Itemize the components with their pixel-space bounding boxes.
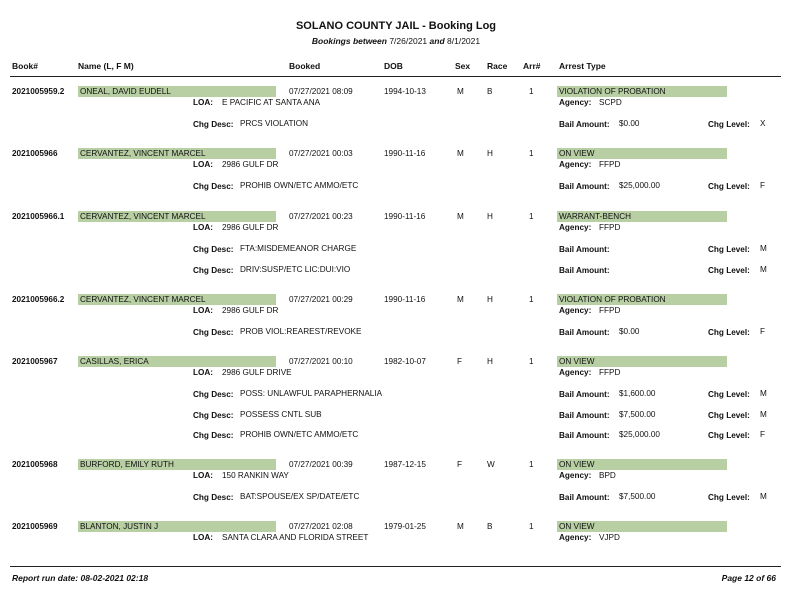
- inmate-name: BLANTON, JUSTIN J: [80, 522, 159, 531]
- loa-label: LOA:: [193, 368, 214, 377]
- arrest-number: 1: [529, 87, 534, 96]
- booked-datetime: 07/27/2021 00:03: [289, 149, 353, 158]
- booked-datetime: 07/27/2021 00:29: [289, 295, 353, 304]
- report-title: SOLANO COUNTY JAIL - Booking Log: [295, 20, 497, 32]
- charge-description: POSS: UNLAWFUL PARAPHERNALIA: [240, 389, 383, 398]
- charge-description: BAT:SPOUSE/EX SP/DATE/ETC: [240, 492, 360, 501]
- bail-amount-label: Bail Amount:: [559, 265, 610, 275]
- name-highlight: [78, 356, 276, 367]
- booking-record: [0, 522, 792, 542]
- dob: 1994-10-13: [384, 87, 426, 96]
- arrest-number: 1: [529, 357, 534, 366]
- book-number: 2021005966.2: [12, 295, 65, 304]
- date-to: 8/1/2021: [447, 36, 481, 46]
- race: H: [487, 149, 493, 158]
- loa-label: LOA:: [193, 160, 214, 169]
- book-number: 2021005967: [12, 357, 58, 366]
- book-number: 2021005969: [12, 522, 58, 531]
- race: H: [487, 295, 493, 304]
- agency-label: Agency:: [559, 471, 592, 480]
- charge-level: M: [760, 244, 767, 253]
- col-header-book: Book#: [12, 61, 38, 71]
- bail-amount-label: Bail Amount:: [559, 431, 610, 440]
- charge-level: F: [760, 430, 766, 439]
- charge-description: PRCS VIOLATION: [240, 119, 309, 128]
- loa-value: SANTA CLARA AND FLORIDA STREET: [222, 533, 369, 542]
- chg-level-label: Chg Level:: [708, 328, 750, 337]
- bail-amount: $7,500.00: [619, 409, 656, 419]
- inmate-name: BURFORD, EMILY RUTH: [80, 460, 174, 469]
- loa-label: LOA:: [193, 533, 214, 542]
- loa-value: E PACIFIC AT SANTA ANA: [222, 98, 321, 107]
- charge-level: X: [760, 119, 766, 128]
- col-header-name: Name (L, F M): [78, 61, 134, 71]
- subtitle-and: and: [429, 36, 445, 46]
- loa-value: 2986 GULF DR: [222, 223, 279, 232]
- arrest-type: ON VIEW: [559, 357, 595, 366]
- chg-desc-label: Chg Desc:: [193, 265, 234, 275]
- loa-value: 2986 GULF DR: [222, 306, 279, 315]
- booked-datetime: 07/27/2021 00:23: [289, 212, 353, 221]
- arrest-type: VIOLATION OF PROBATION: [559, 87, 666, 96]
- name-highlight: [78, 459, 276, 470]
- booked-datetime: 07/27/2021 08:09: [289, 87, 353, 96]
- header-rule: [10, 76, 781, 77]
- inmate-name: CASILLAS, ERICA: [80, 357, 149, 366]
- bail-amount: $1,600.00: [619, 389, 656, 398]
- report-run-date: Report run date: 08-02-2021 02:18: [12, 573, 149, 583]
- arrest-number: 1: [529, 149, 534, 158]
- bail-amount-label: Bail Amount:: [559, 410, 610, 420]
- book-number: 2021005959.2: [12, 87, 65, 96]
- book-number: 2021005968: [12, 460, 58, 469]
- bail-amount-label: Bail Amount:: [559, 390, 610, 399]
- agency-label: Agency:: [559, 160, 592, 169]
- date-from: 7/26/2021: [389, 36, 428, 46]
- chg-level-label: Chg Level:: [708, 265, 750, 275]
- loa-value: 150 RANKIN WAY: [222, 471, 289, 480]
- chg-desc-label: Chg Desc:: [193, 410, 234, 420]
- book-number: 2021005966.1: [12, 212, 65, 221]
- bail-amount: $0.00: [619, 119, 640, 128]
- arrest-type-highlight: [557, 211, 727, 222]
- name-highlight: [78, 148, 276, 159]
- bail-amount: $25,000.00: [619, 430, 660, 439]
- name-highlight: [78, 86, 276, 97]
- charge-level: M: [760, 409, 767, 419]
- subtitle-prefix: Bookings between: [311, 36, 387, 46]
- race: W: [487, 460, 495, 469]
- race: H: [487, 357, 493, 366]
- arrest-type: ON VIEW: [559, 460, 595, 469]
- booked-datetime: 07/27/2021 02:08: [289, 522, 353, 531]
- race: B: [487, 87, 493, 96]
- inmate-name: CERVANTEZ, VINCENT MARCEL: [80, 149, 206, 158]
- sex: F: [457, 460, 463, 469]
- agency-label: Agency:: [559, 533, 592, 542]
- agency-value: FFPD: [599, 160, 621, 169]
- sex: M: [457, 212, 464, 221]
- bail-amount-label: Bail Amount:: [559, 120, 610, 129]
- booking-record: [0, 212, 792, 275]
- col-header-arrest-type: Arrest Type: [559, 61, 606, 71]
- col-header-arr: Arr#: [523, 61, 541, 71]
- charge-level: F: [760, 181, 766, 190]
- charge-level: M: [760, 264, 767, 274]
- chg-desc-label: Chg Desc:: [193, 328, 234, 337]
- arrest-type-highlight: [557, 294, 727, 305]
- loa-label: LOA:: [193, 471, 214, 480]
- sex: M: [457, 149, 464, 158]
- arrest-number: 1: [529, 460, 534, 469]
- bail-amount-label: Bail Amount:: [559, 328, 610, 337]
- bail-amount: $0.00: [619, 327, 640, 336]
- agency-value: FFPD: [599, 306, 621, 315]
- sex: M: [457, 295, 464, 304]
- dob: 1979-01-25: [384, 522, 426, 531]
- arrest-number: 1: [529, 212, 534, 221]
- charge-level: F: [760, 327, 766, 336]
- charge-description: PROHIB OWN/ETC AMMO/ETC: [240, 181, 359, 190]
- name-highlight: [78, 294, 276, 305]
- chg-level-label: Chg Level:: [708, 410, 750, 420]
- agency-label: Agency:: [559, 368, 592, 377]
- chg-level-label: Chg Level:: [708, 493, 750, 502]
- arrest-type-highlight: [557, 459, 727, 470]
- charge-description: DRIV:SUSP/ETC LIC:DUI:VIO: [240, 264, 351, 274]
- agency-label: Agency:: [559, 223, 592, 232]
- dob: 1982-10-07: [384, 357, 426, 366]
- chg-desc-label: Chg Desc:: [193, 390, 234, 399]
- chg-level-label: Chg Level:: [708, 390, 750, 399]
- bail-amount-label: Bail Amount:: [559, 182, 610, 191]
- arrest-number: 1: [529, 295, 534, 304]
- booking-record: [0, 357, 792, 440]
- charge-level: M: [760, 389, 767, 398]
- report-subtitle: [0, 36, 792, 46]
- loa-label: LOA:: [193, 98, 214, 107]
- booking-record: [0, 87, 792, 129]
- booking-record: [0, 460, 792, 502]
- dob: 1990-11-16: [384, 149, 426, 158]
- chg-level-label: Chg Level:: [708, 245, 750, 254]
- chg-desc-label: Chg Desc:: [193, 245, 234, 254]
- arrest-type-highlight: [557, 148, 727, 159]
- dob: 1990-11-16: [384, 295, 426, 304]
- arrest-type: VIOLATION OF PROBATION: [559, 295, 666, 304]
- bail-amount-label: Bail Amount:: [559, 493, 610, 502]
- agency-value: VJPD: [599, 533, 620, 542]
- col-header-sex: Sex: [455, 61, 471, 71]
- chg-level-label: Chg Level:: [708, 120, 750, 129]
- sex: F: [457, 357, 463, 366]
- col-header-dob: DOB: [384, 61, 403, 71]
- chg-level-label: Chg Level:: [708, 431, 750, 440]
- bail-amount: $7,500.00: [619, 492, 656, 501]
- chg-desc-label: Chg Desc:: [193, 182, 234, 191]
- chg-desc-label: Chg Desc:: [193, 120, 234, 129]
- race: H: [487, 212, 493, 221]
- book-number: 2021005966: [12, 149, 58, 158]
- charge-description: FTA:MISDEMEANOR CHARGE: [240, 244, 357, 253]
- dob: 1990-11-16: [384, 212, 426, 221]
- arrest-type-highlight: [557, 521, 727, 532]
- chg-level-label: Chg Level:: [708, 182, 750, 191]
- col-header-race: Race: [487, 61, 508, 71]
- sex: M: [457, 522, 464, 531]
- footer-rule: [10, 566, 781, 567]
- arrest-type-highlight: [557, 356, 727, 367]
- arrest-number: 1: [529, 522, 534, 531]
- charge-level: M: [760, 492, 767, 501]
- booking-record: [0, 295, 792, 337]
- loa-value: 2986 GULF DRIVE: [222, 368, 292, 377]
- arrest-type: ON VIEW: [559, 522, 595, 531]
- booked-datetime: 07/27/2021 00:10: [289, 357, 353, 366]
- loa-label: LOA:: [193, 223, 214, 232]
- arrest-type: WARRANT-BENCH: [559, 212, 632, 221]
- inmate-name: ONEAL, DAVID EUDELL: [80, 87, 171, 96]
- agency-label: Agency:: [559, 98, 592, 107]
- charge-description: POSSESS CNTL SUB: [240, 409, 322, 419]
- agency-value: BPD: [599, 471, 616, 480]
- sex: M: [457, 87, 464, 96]
- col-header-booked: Booked: [289, 61, 321, 71]
- arrest-type-highlight: [557, 86, 727, 97]
- arrest-type: ON VIEW: [559, 149, 595, 158]
- bail-amount-label: Bail Amount:: [559, 245, 610, 254]
- bail-amount: $25,000.00: [619, 181, 660, 190]
- page-number: Page 12 of 66: [721, 573, 776, 583]
- race: B: [487, 522, 493, 531]
- dob: 1987-12-15: [384, 460, 426, 469]
- loa-value: 2986 GULF DR: [222, 160, 279, 169]
- charge-description: PROB VIOL:REAREST/REVOKE: [240, 327, 362, 336]
- agency-label: Agency:: [559, 306, 592, 315]
- booking-record: [0, 149, 792, 191]
- inmate-name: CERVANTEZ, VINCENT MARCEL: [80, 212, 206, 221]
- name-highlight: [78, 521, 276, 532]
- agency-value: FFPD: [599, 223, 621, 232]
- booked-datetime: 07/27/2021 00:39: [289, 460, 353, 469]
- charge-description: PROHIB OWN/ETC AMMO/ETC: [240, 430, 359, 439]
- agency-value: SCPD: [599, 98, 622, 107]
- name-highlight: [78, 211, 276, 222]
- agency-value: FFPD: [599, 368, 621, 377]
- chg-desc-label: Chg Desc:: [193, 431, 234, 440]
- loa-label: LOA:: [193, 306, 214, 315]
- chg-desc-label: Chg Desc:: [193, 493, 234, 502]
- inmate-name: CERVANTEZ, VINCENT MARCEL: [80, 295, 206, 304]
